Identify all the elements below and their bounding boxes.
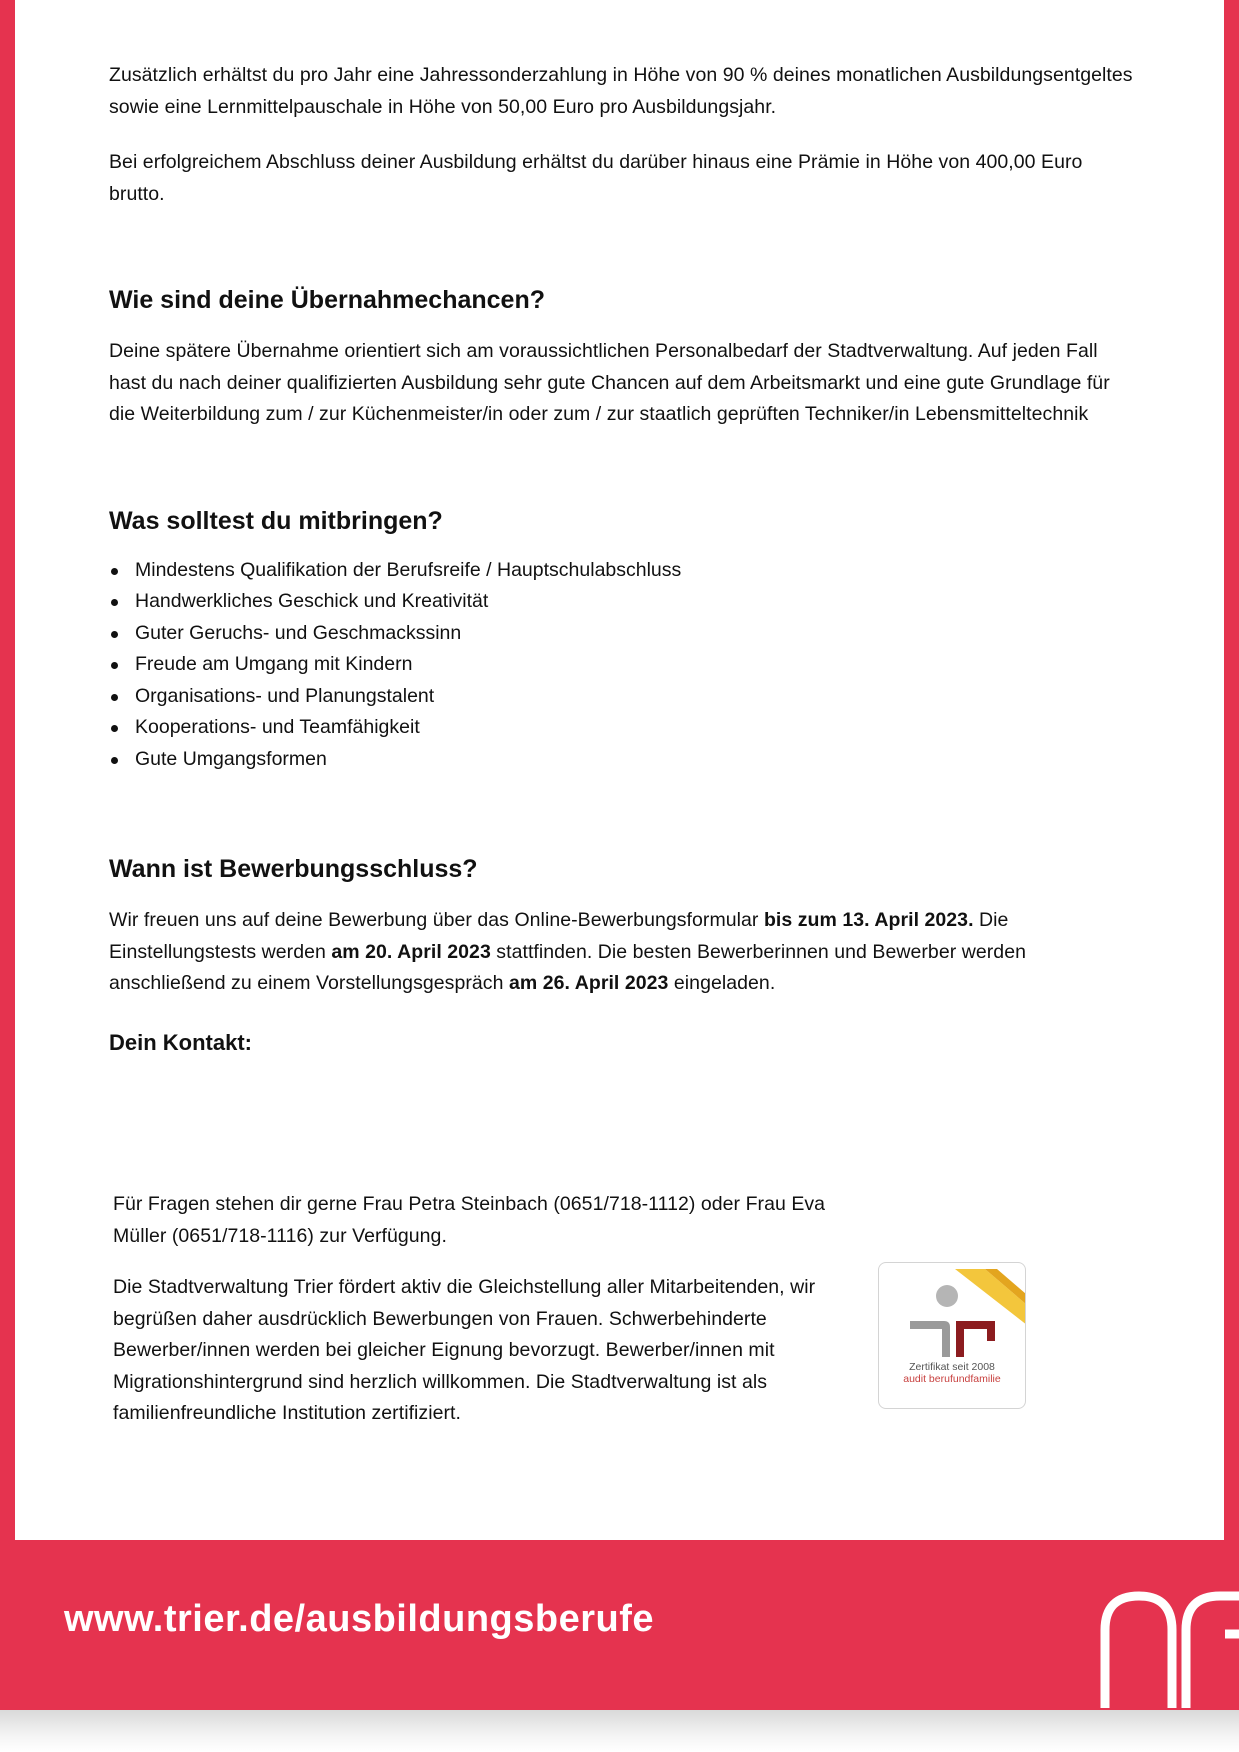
requirements-list <box>109 555 1139 776</box>
bullet-icon <box>111 725 118 732</box>
trier-logo-icon <box>1100 1588 1239 1708</box>
footer-url[interactable]: www.trier.de/ausbildungsberufe <box>64 1598 655 1640</box>
list-item: Guter Geruchs- und Geschmackssinn <box>109 618 1139 650</box>
heading-bewerbungsschluss: Wann ist Bewerbungsschluss? <box>109 855 478 883</box>
equality-paragraph: Die Stadtverwaltung Trier fördert aktiv die Gleichstellung aller Mitarbeitenden, wir begrüßen daher ausdrücklich Bewerbungen von Frauen. Schwerbehinderte Bewerber/innen werden bei gleicher Eignung bevorzugt. Bewerber/innen mit Migrationshintergrund sind herzlich willkommen. Die Stadtverwaltung ist als familienfreundliche Institution zertifiziert. <box>113 1276 816 1424</box>
bullet-icon <box>111 694 118 701</box>
list-item: Organisations- und Planungstalent <box>109 681 1139 713</box>
interview-date: am 26. April 2023 <box>508 972 669 994</box>
deadline-date: bis zum 13. April 2023. <box>763 909 974 931</box>
contact-paragraph: Für Fragen stehen dir gerne Frau Petra Steinbach (0651/718-1112) oder Frau Eva Müller (0651/718-1116) zur Verfügung. <box>113 1193 826 1247</box>
list-item: Kooperations- und Teamfähigkeit <box>109 712 1139 744</box>
bullet-icon <box>111 662 118 669</box>
heading-mitbringen: Was solltest du mitbringen? <box>109 506 443 535</box>
certificate-logo-icon <box>907 1285 999 1357</box>
intro-paragraph-1: Zusätzlich erhältst du pro Jahr eine Jahressonderzahlung in Höhe von 90 % deines monatlichen Ausbildungsentgeltes sowie eine Lernmittelpauschale in Höhe von 50,00 Euro pro Ausbildungsjahr. <box>109 64 1133 118</box>
bullet-icon <box>111 757 118 764</box>
list-item: Handwerkliches Geschick und Kreativität <box>109 586 1139 618</box>
contact-block <box>113 1189 853 1430</box>
document-body <box>109 60 1139 1058</box>
certificate-caption: Zertifikat seit 2008 <box>909 1361 995 1373</box>
list-item: Gute Umgangsformen <box>109 744 1139 776</box>
intro-paragraph-2: Bei erfolgreichem Abschluss deiner Ausbildung erhältst du darüber hinaus eine Prämie in Höhe von 400,00 Euro brutto. <box>109 151 1083 205</box>
certificate-audit-label: audit berufundfamilie <box>903 1373 1001 1385</box>
uebernahme-paragraph: Deine spätere Übernahme orientiert sich am voraussichtlichen Personalbedarf der Stadtverwaltung. Auf jeden Fall hast du nach deiner qualifizierten Ausbildung sehr gute Chancen auf dem Arbeitsmarkt und eine gute Grundlage für die Weiterbildung zum / zur Küchenmeister/in oder zum / zur staatlich geprüften Techniker/in Lebensmitteltechnik <box>109 340 1110 425</box>
heading-kontakt: Dein Kontakt: <box>109 1029 252 1055</box>
list-item: Freude am Umgang mit Kindern <box>109 649 1139 681</box>
bullet-icon <box>111 599 118 606</box>
bullet-icon <box>111 631 118 638</box>
bullet-icon <box>111 568 118 575</box>
list-item: Mindestens Qualifikation der Berufsreife / Hauptschulabschluss <box>109 555 1139 587</box>
test-date: am 20. April 2023 <box>331 940 491 963</box>
page-bottom-shadow <box>0 1710 1239 1752</box>
certificate-badge <box>878 1262 1026 1409</box>
heading-uebernahmechancen: Wie sind deine Übernahmechancen? <box>109 286 545 314</box>
bewerbung-paragraph: Wir freuen uns auf deine Bewerbung über das Online-Bewerbungsformular bis zum 13. April 2023. Die Einstellungstests werden am 20. April 2023 stattfinden. Die besten Bewerberinnen und Bewerber werden anschließend zu einem Vorstellungsgespräch am 26. April 2023 eingeladen. <box>109 909 1026 994</box>
